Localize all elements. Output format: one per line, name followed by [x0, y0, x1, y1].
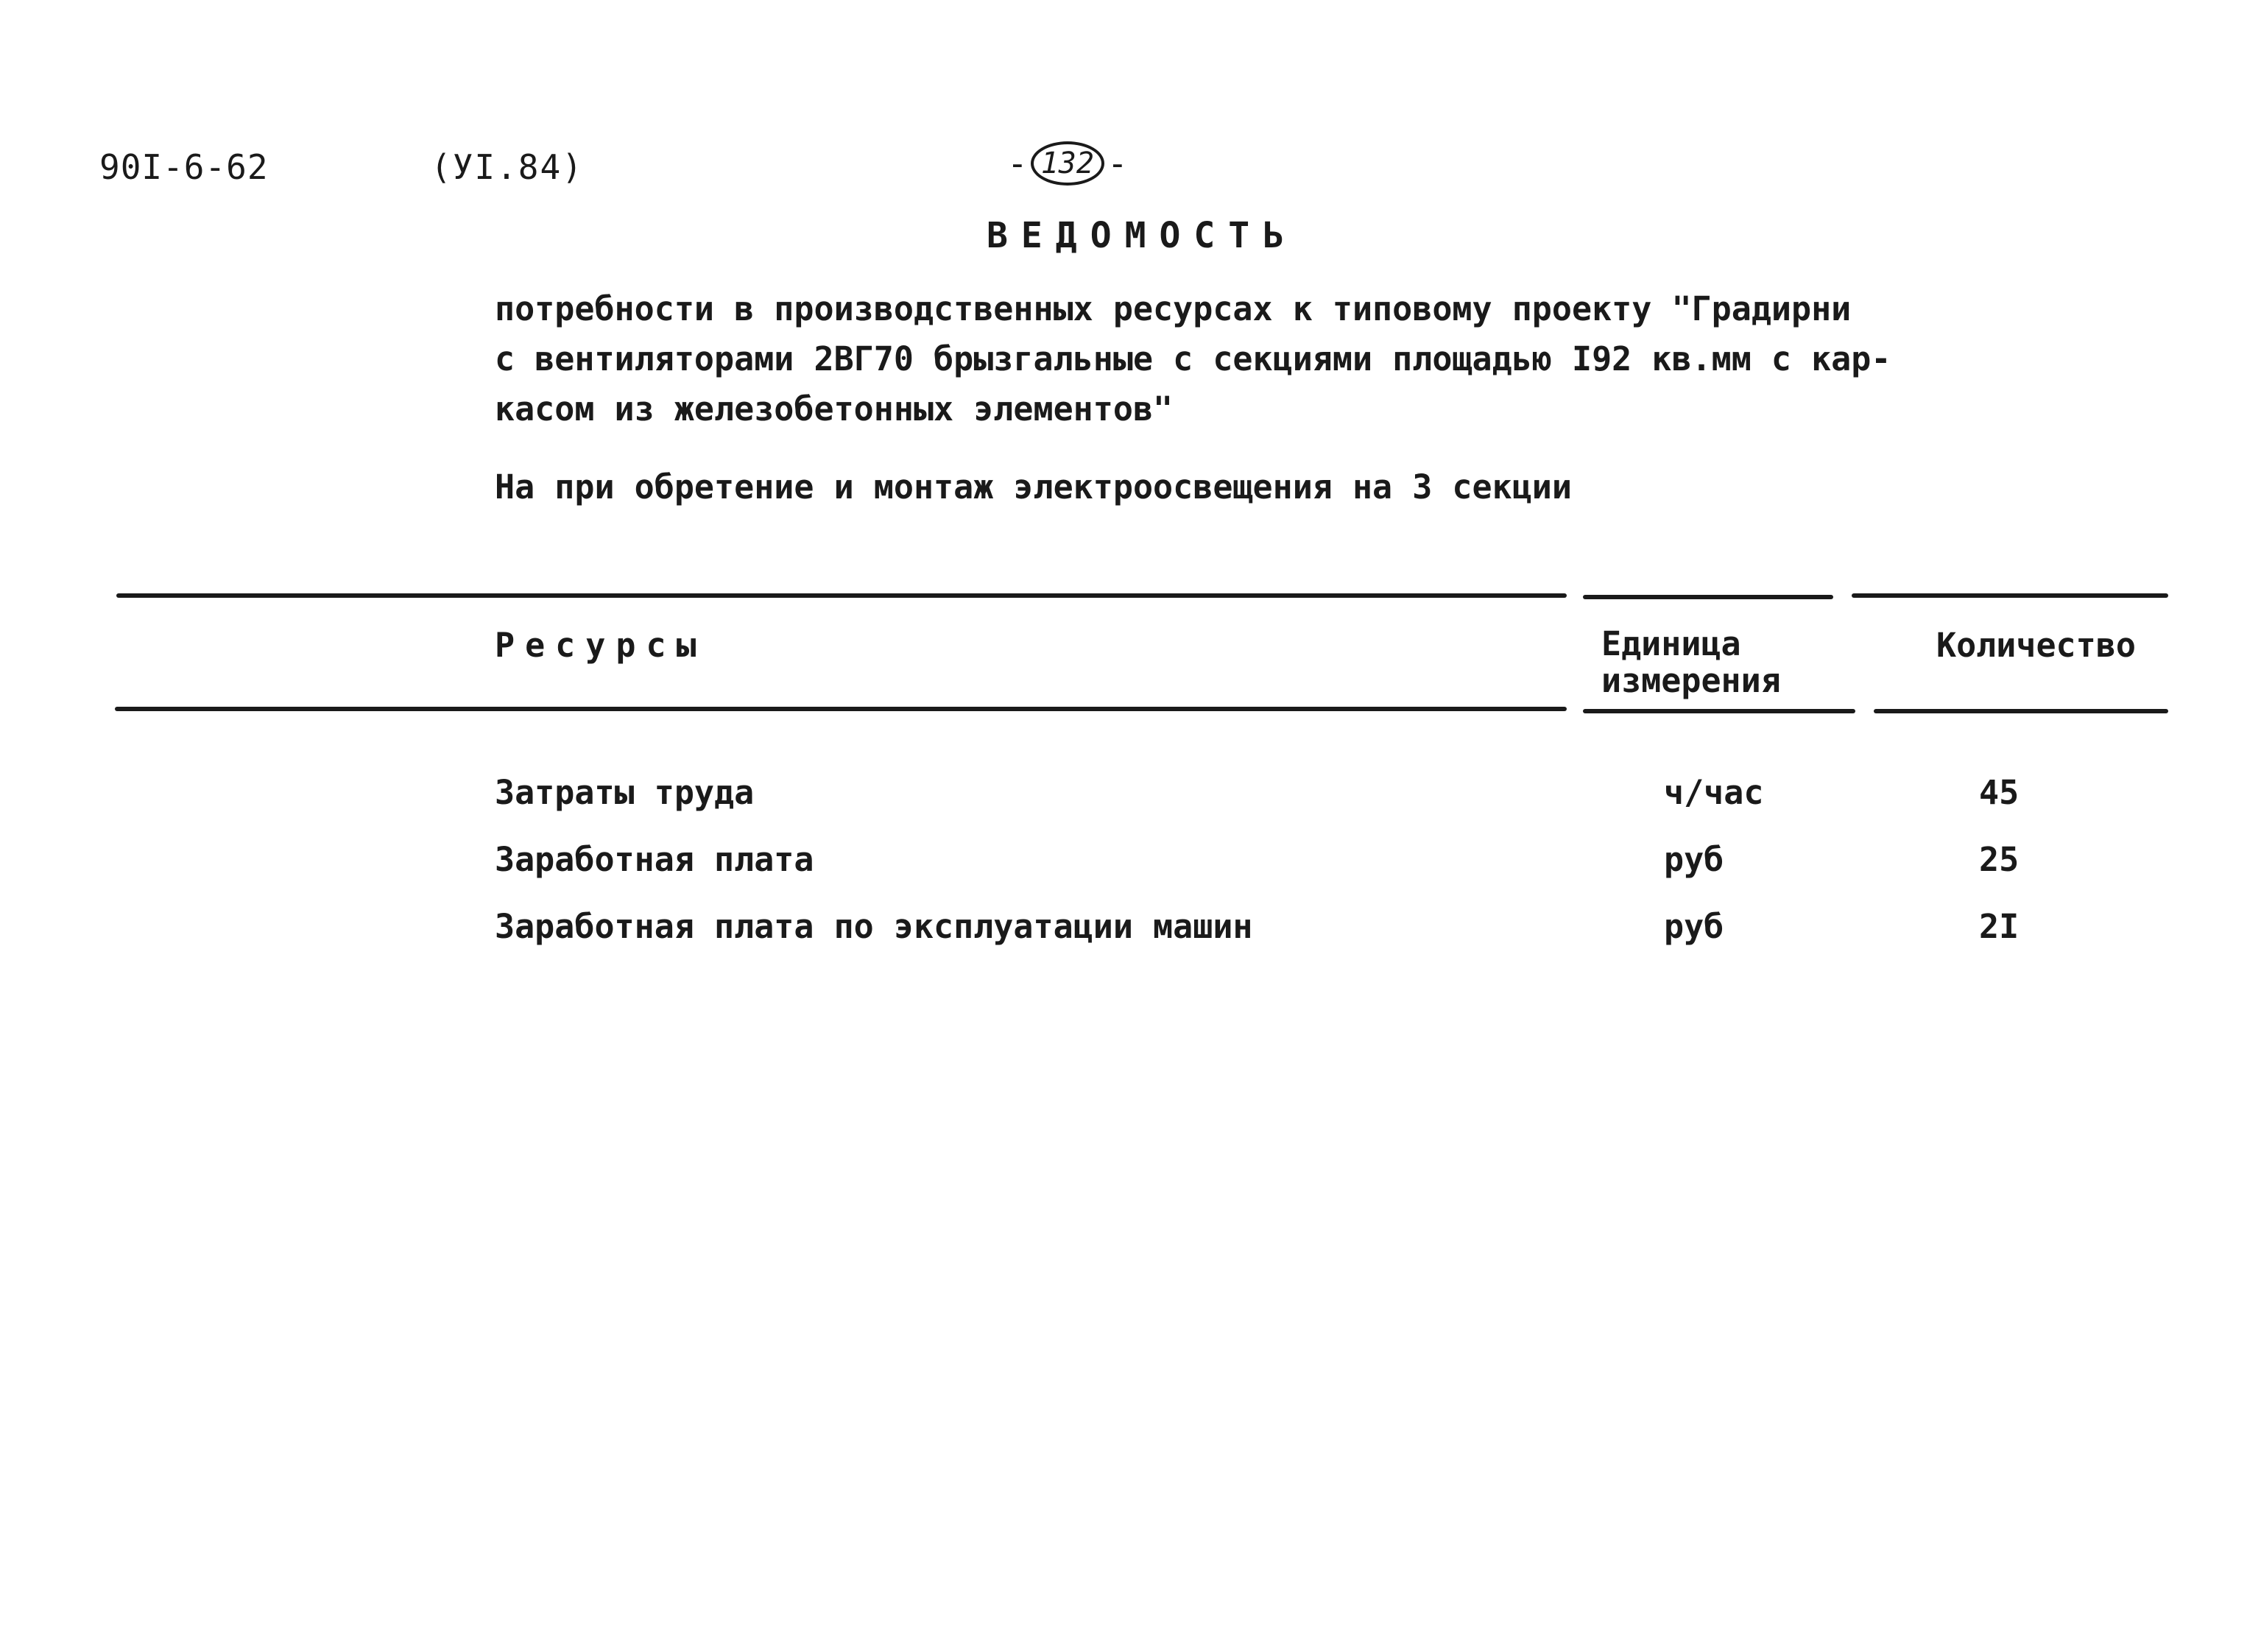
- column-header-quantity: Количество: [1936, 626, 2136, 665]
- scope-line: На при обретение и монтаж электроосвещения на 3 секции: [495, 467, 1572, 506]
- table-cell-resource: Заработная плата по эксплуатации машин: [495, 907, 1253, 946]
- page-number-dash-left: -: [1007, 144, 1028, 183]
- table-top-rule-qty: [1852, 593, 2168, 598]
- table-cell-unit: ч/час: [1664, 773, 1764, 812]
- table-row: [0, 773, 2261, 825]
- column-header-unit-line1: Единица: [1601, 624, 1741, 663]
- table-cell-resource: Затраты труда: [495, 773, 755, 812]
- table-cell-unit: руб: [1664, 907, 1724, 946]
- table-cell-quantity: 2I: [1979, 907, 2020, 946]
- document-subtitle: [495, 284, 1960, 434]
- page-number: 132: [1031, 141, 1104, 186]
- table-row: [0, 840, 2261, 892]
- table-cell-unit: руб: [1664, 840, 1724, 879]
- subtitle-line: касом из железобетонных элементов": [495, 389, 1174, 428]
- table-header-rule-unit: [1583, 709, 1855, 713]
- subtitle-line: с вентиляторами 2ВГ70 брызгальные с секциями площадью I92 кв.мм с кар-: [495, 339, 1891, 378]
- document-date: (УI.84): [431, 147, 584, 187]
- table-cell-quantity: 45: [1979, 773, 2020, 812]
- table-row: [0, 907, 2261, 959]
- page-number-dash-right: -: [1107, 144, 1128, 183]
- document-title: ВЕДОМОСТЬ: [987, 215, 1298, 256]
- page-number-block: [1007, 141, 1128, 186]
- column-header-unit-line2: измерения: [1601, 661, 1781, 700]
- document-code: 90I-6-62: [99, 147, 269, 187]
- table-cell-resource: Заработная плата: [495, 840, 814, 879]
- table-header-rule-qty: [1874, 709, 2168, 713]
- column-header-unit: [1601, 626, 1781, 699]
- table-top-rule-unit: [1583, 595, 1833, 599]
- subtitle-line: потребности в производственных ресурсах к типовому проекту "Градирни: [495, 289, 1852, 328]
- table-header-rule-main: [115, 707, 1567, 711]
- table-top-rule-main: [116, 593, 1567, 598]
- column-header-resources: Ресурсы: [495, 626, 707, 665]
- table-cell-quantity: 25: [1979, 840, 2020, 879]
